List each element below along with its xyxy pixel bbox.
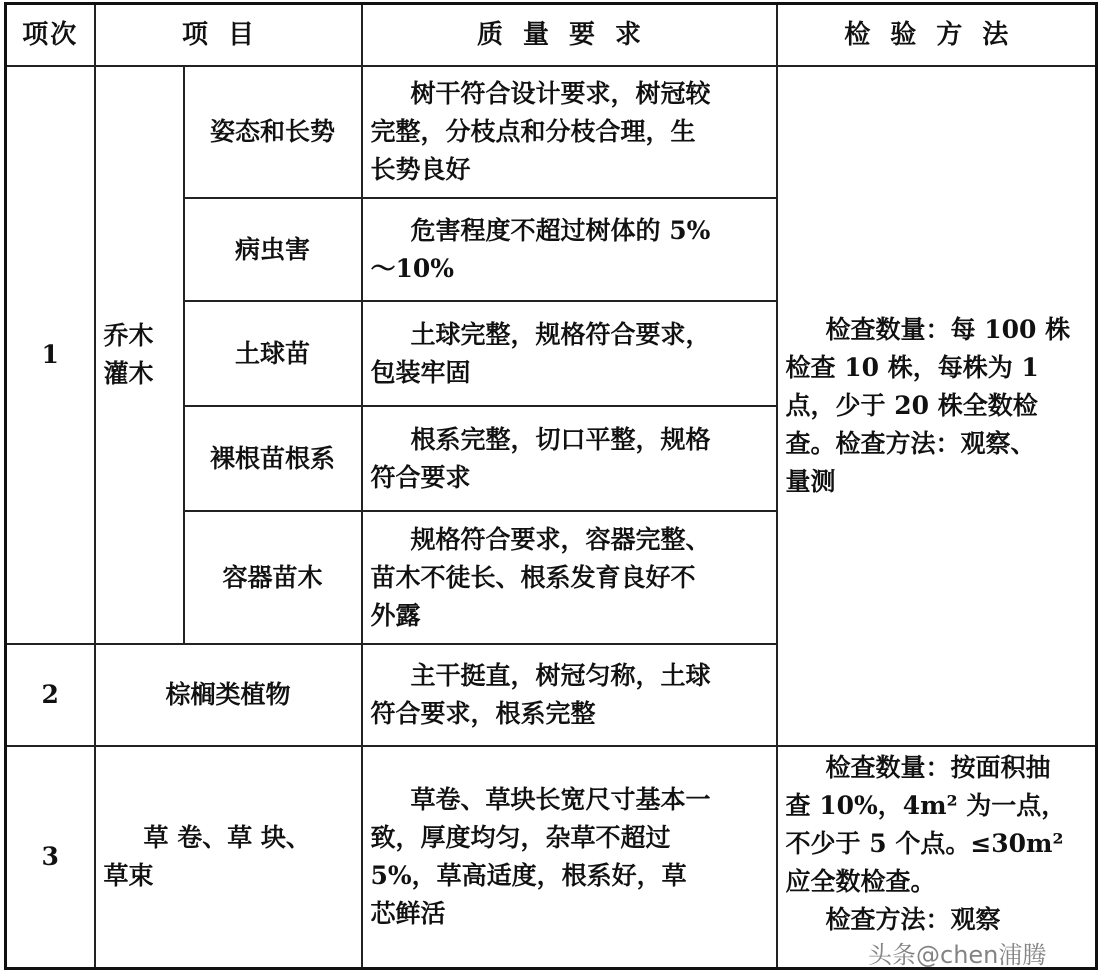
header-item: 项目 (95, 4, 362, 67)
method-line: 检查数量：按面积抽 (825, 753, 1051, 782)
inspection-table (4, 2, 1098, 970)
quality-line: 包装牢固 (370, 357, 471, 387)
method-line: 不少于 5 个点。≤30m² (785, 829, 1064, 858)
quality-line: 符合要求，根系完整 (370, 699, 596, 728)
row-no: 2 (6, 644, 95, 746)
quality-line: 根系完整，切口平整，规格 (410, 424, 711, 454)
quality-line: 长势良好 (370, 155, 471, 184)
table-row (6, 66, 1097, 198)
header-row (6, 4, 1097, 67)
method-line: 应全数检查。 (785, 867, 936, 896)
quality-cell (362, 746, 777, 968)
quality-line: 外露 (370, 600, 421, 630)
group-label: 乔木灌木 (103, 321, 154, 388)
method-line: 检查方法：观察 (825, 905, 1001, 934)
quality-line: 芯鲜活 (370, 898, 446, 928)
quality-line: 符合要求 (370, 462, 471, 492)
method-line: 检查 10 株，每株为 1 (785, 353, 1039, 382)
item-line: 草束 (103, 860, 154, 890)
quality-line: 规格符合要求，容器完整、 (410, 524, 711, 554)
quality-line: 危害程度不超过树体的 5% (410, 215, 711, 245)
method-line: 点，少于 20 株全数检 (785, 391, 1038, 420)
subitem-name: 姿态和长势 (184, 66, 362, 198)
method-line: 查 10%，4m² 为一点， (785, 791, 1067, 820)
quality-line: ～10% (370, 253, 455, 283)
subitem-name: 裸根苗根系 (184, 406, 362, 511)
subitem-name: 土球苗 (184, 301, 362, 406)
subitem-name: 病虫害 (184, 198, 362, 301)
quality-line: 完整，分枝点和分枝合理，生 (370, 117, 696, 146)
quality-line: 土球完整，规格符合要求， (410, 319, 711, 349)
quality-line: 草卷、草块长宽尺寸基本一 (410, 784, 711, 814)
item-name: 棕榈类植物 (95, 644, 362, 746)
quality-cell (362, 644, 777, 746)
table-row (6, 746, 1097, 968)
quality-cell (362, 301, 777, 406)
quality-cell (362, 66, 777, 198)
header-method: 检验方法 (777, 4, 1097, 67)
quality-line: 致，厚度均匀，杂草不超过 (370, 822, 671, 852)
method-cell (777, 66, 1097, 746)
method-line: 查。检查方法：观察、 (785, 429, 1036, 458)
quality-line: 树干符合设计要求，树冠较 (410, 79, 711, 108)
method-line: 量测 (785, 467, 836, 496)
quality-line: 苗木不徒长、根系发育良好不 (370, 562, 696, 592)
method-line: 检查数量：每 100 株 (825, 315, 1071, 344)
header-quality: 质量要求 (362, 4, 777, 67)
row-no: 3 (6, 746, 95, 968)
row-no: 1 (6, 66, 95, 644)
item-line: 草 卷、草 块、 (143, 822, 311, 852)
quality-line: 主干挺直，树冠匀称，土球 (410, 661, 711, 690)
method-cell (777, 746, 1097, 968)
quality-cell (362, 198, 777, 301)
quality-cell (362, 406, 777, 511)
group-cell (95, 66, 184, 644)
quality-cell (362, 511, 777, 644)
quality-line: 5%，草高适度，根系好，草 (370, 860, 687, 890)
header-no: 项次 (6, 4, 95, 67)
subitem-name: 容器苗木 (184, 511, 362, 644)
watermark: 头条@chen浦腾 (868, 941, 1047, 969)
item-name (95, 746, 362, 968)
